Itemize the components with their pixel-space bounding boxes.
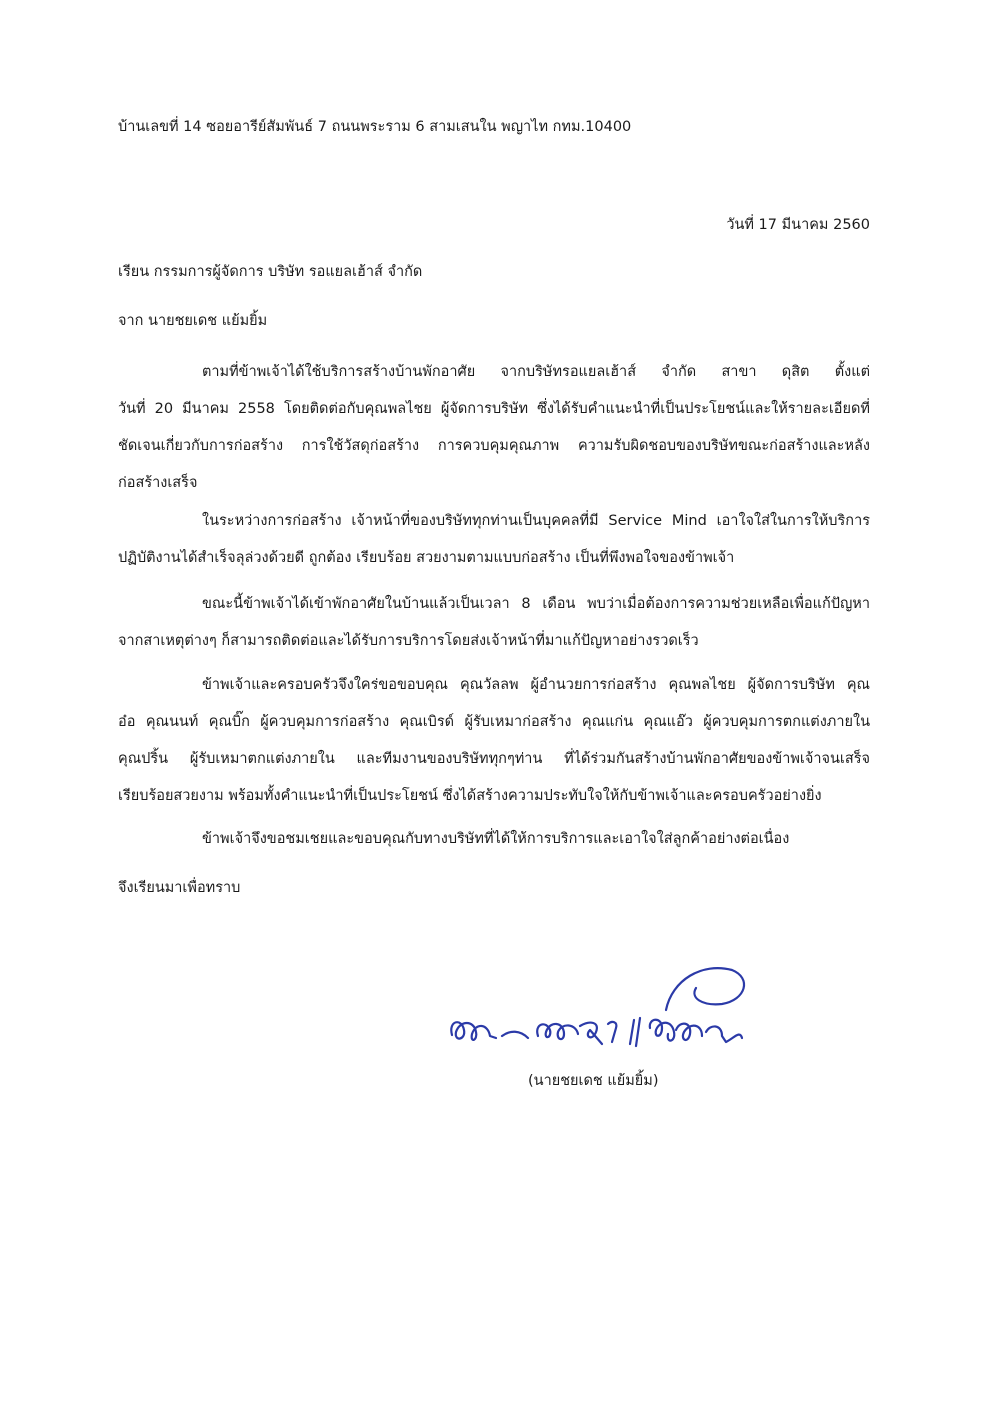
paragraph-construction-staff [118,503,870,577]
paragraph-line: คุณปริ้น ผู้รับเหมาตกแต่งภายใน และทีมงานของบริษัททุกๆท่าน ที่ได้ร่วมกันสร้างบ้านพักอาศัยของข้าพเจ้าจนเสร็จ [118,751,870,767]
closing-line: จึงเรียนมาเพื่อทราบ [118,880,241,896]
paragraph-line: ก่อสร้างเสร็จ [118,475,198,491]
paragraph-line: อ๋อ คุณนนท์ คุณบิ๊ก ผู้ควบคุมการก่อสร้าง คุณเบิรด์ ผู้รับเหมาก่อสร้าง คุณแก่น คุณแอ๊ว ผู้ควบคุมการตกแต่งภายใน [118,714,870,730]
paragraph-line: เรียบร้อยสวยงาม พร้อมทั้งคำแนะนำที่เป็นประโยชน์ ซึ่งได้สร้างความประทับใจให้กับข้าพเจ้าและครอบครัวอย่างยิ่ง [118,788,822,804]
paragraph-line: ข้าพเจ้าและครอบครัวจึงใคร่ขอขอบคุณ คุณวัลลพ ผู้อำนวยการก่อสร้าง คุณพลไชย ผู้จัดการบริษัท คุณ [202,677,870,693]
sender-address: บ้านเลขที่ 14 ซอยอารีย์สัมพันธ์ 7 ถนนพระราม 6 สามเสนใน พญาไท กทม.10400 [118,119,632,135]
handwritten-signature [440,940,770,1080]
paragraph-thanks-team [118,667,870,815]
letter-date: วันที่ 17 มีนาคม 2560 [726,217,870,233]
paragraph-line: จากสาเหตุต่างๆ ก็สามารถติดต่อและได้รับการบริการโดยส่งเจ้าหน้าที่มาแก้ปัญหาอย่างรวดเร็ว [118,633,699,649]
paragraph-line: ข้าพเจ้าจึงขอชมเชยและขอบคุณกับทางบริษัทที่ได้ให้การบริการและเอาใจใส่ลูกค้าอย่างต่อเนื่อง [202,831,790,847]
paragraph-line: ปฏิบัติงานได้สำเร็จลุล่วงด้วยดี ถูกต้อง เรียบร้อย สวยงามตามแบบก่อสร้าง เป็นที่พึงพอใจของข้าพเจ้า [118,550,735,566]
paragraph-line: ในระหว่างการก่อสร้าง เจ้าหน้าที่ของบริษัททุกท่านเป็นบุคคลที่มี Service Mind เอาใจใส่ในการให้บริการ [202,513,870,529]
paragraph-service-intro [118,354,870,502]
signature-printed-name: (นายชยเดช แย้มยิ้ม) [528,1073,659,1089]
paragraph-after-move-in [118,586,870,660]
recipient-line: เรียน กรรมการผู้จัดการ บริษัท รอแยลเฮ้าส์ จำกัด [118,264,423,280]
paragraph-commendation [118,821,870,858]
paragraph-line: ตามที่ข้าพเจ้าได้ใช้บริการสร้างบ้านพักอาศัย จากบริษัทรอแยลเฮ้าส์ จำกัด สาขา ดุสิต ตั้งแต่ [202,364,870,380]
paragraph-line: วันที่ 20 มีนาคม 2558 โดยติดต่อกับคุณพลไชย ผู้จัดการบริษัท ซึ่งได้รับคำแนะนำที่เป็นประโยชน์และให้รายละเอียดที่ [118,401,870,417]
paragraph-line: ขณะนี้ข้าพเจ้าได้เข้าพักอาศัยในบ้านแล้วเป็นเวลา 8 เดือน พบว่าเมื่อต้องการความช่วยเหลือเพื่อแก้ปัญหา [202,596,870,612]
paragraph-line: ชัดเจนเกี่ยวกับการก่อสร้าง การใช้วัสดุก่อสร้าง การควบคุมคุณภาพ ความรับผิดชอบของบริษัทขณะก่อสร้างและหลัง [118,438,870,454]
sender-line: จาก นายชยเดช แย้มยิ้ม [118,313,268,329]
